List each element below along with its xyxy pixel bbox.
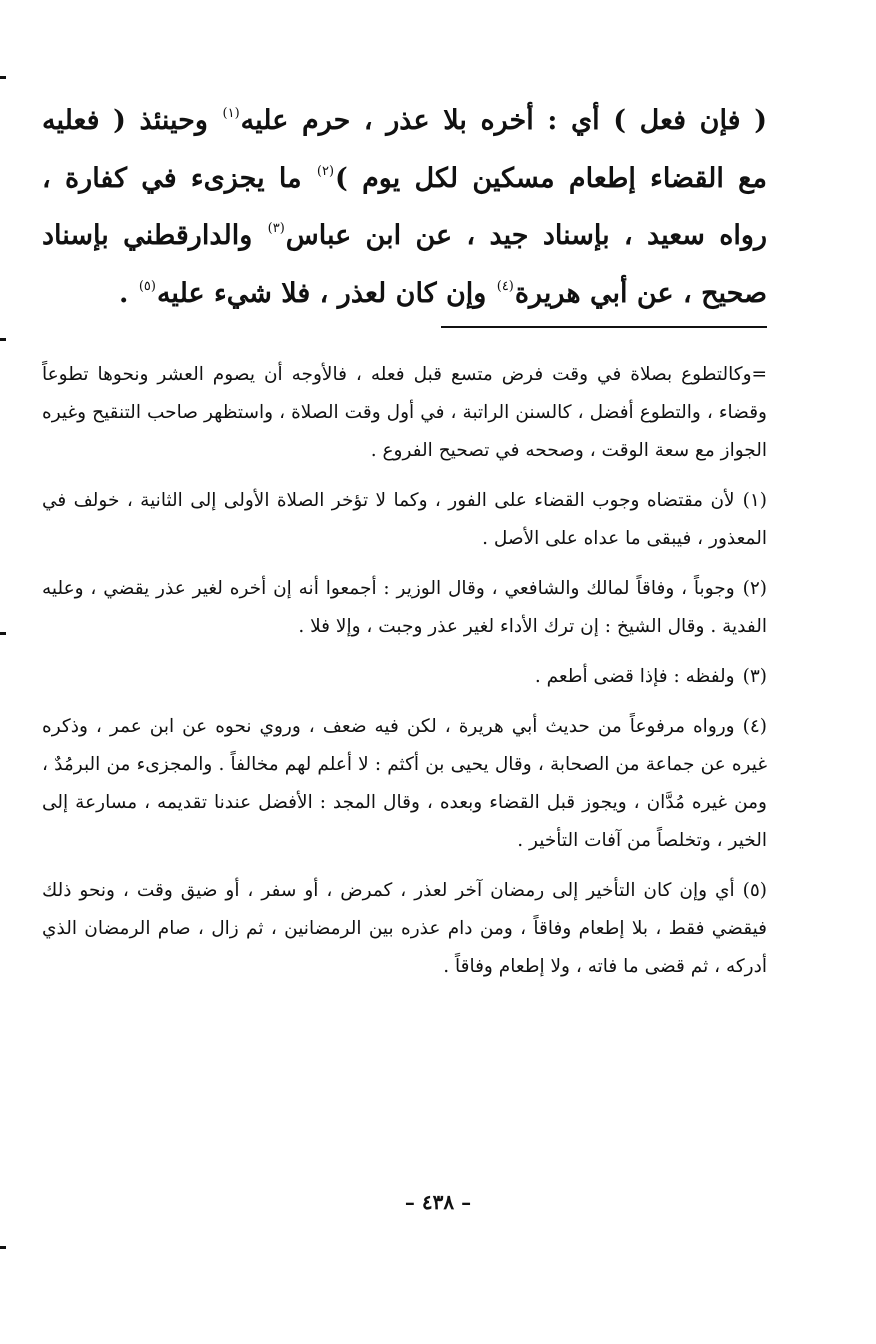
footnote-text: أي وإن كان التأخير إلى رمضان آخر لعذر ، كمرض ، أو سفر ، أو ضيق وقت ، ونحو ذلك فيقضي فقط ، بلا إطعام وفاقاً ، ومن دام عذره بين الرمضانين ، ثم زال ، صام الرمضان الذي أدركه ، ثم قضى ما فاته ، ولا إطعام وفاقاً . <box>42 880 767 977</box>
footnote-text: لأن مقتضاه وجوب القضاء على الفور ، وكما لا تؤخر الصلاة الأولى إلى الثانية ، خولف في المعذور ، فيبقى ما عداه على الأصل . <box>42 490 767 549</box>
main-text <box>42 92 767 322</box>
footnote-ref: (٣) <box>267 221 285 236</box>
page-number: – ٤٣٨ – <box>404 1190 472 1214</box>
footnote-divider <box>441 326 767 328</box>
footnotes <box>42 356 767 986</box>
footnote-text: ورواه مرفوعاً من حديث أبي هريرة ، لكن فيه ضعف ، وروي نحوه عن ابن عمر ، وذكره غيره عن جماعة من الصحابة ، وقال يحيى بن أكثم : لا أعلم لهم مخالفاً . والمجزىء من البرمُدٌ ، ومن غيره مُدَّان ، ويجوز قبل القضاء وبعده ، وقال المجد : الأفضل عندنا تقديمه ، مسارعة إلى الخير ، وتخلصاً من آفات التأخير . <box>42 716 767 851</box>
edge-mark <box>0 338 6 341</box>
footnote-number: (٣) <box>742 666 767 687</box>
edge-mark <box>0 1246 6 1249</box>
footnote-ref: (٤) <box>496 278 514 294</box>
footnote <box>42 482 767 558</box>
footnote-ref: (١) <box>222 106 240 121</box>
edge-mark <box>0 632 6 635</box>
main-line: مع القضاء إطعام مسكين لكل يوم )$^{(٢)}$ ما يجزىء في كفارة ، <box>42 162 767 194</box>
edge-mark <box>0 76 6 79</box>
footnote <box>42 658 767 696</box>
page-content <box>42 92 767 998</box>
footnote <box>42 708 767 860</box>
main-line: رواه سعيد ، بإسناد جيد ، عن ابن عباس$^{(٣)}$ والدارقطني بإسناد <box>42 220 767 251</box>
main-line: صحيح ، عن أبي هريرة$^{(٤)}$ وإن كان لعذر ، فلا شيء عليه$^{(٥)}$ . <box>119 277 767 309</box>
footnote-text: وجوباً ، وفاقاً لمالك والشافعي ، وقال الوزير : أجمعوا أنه إن أخره لغير عذر يقضي ، وعليه الفدية . وقال الشيخ : إن ترك الأداء لغير عذر وجبت ، وإلا فلا . <box>42 578 767 637</box>
footnote-ref: (٢) <box>316 163 335 179</box>
footnote-number: (٢) <box>742 578 767 599</box>
footnote <box>42 570 767 646</box>
footnote-number: (٤) <box>742 716 767 737</box>
footnote-text: ولفظه : فإذا قضى أطعم . <box>534 666 735 687</box>
footnote <box>42 872 767 986</box>
footnote-ref: (٥) <box>138 278 156 294</box>
footnote-continuation: =وكالتطوع بصلاة في وقت فرض متسع قبل فعله ، فالأوجه أن يصوم العشر ونحوها تطوعاً وقضاء ، والتطوع أفضل ، كالسنن الراتبة ، في أول وقت الصلاة ، واستظهر صاحب التنقيح وغيره الجواز مع سعة الوقت ، وصححه في تصحيح الفروع . <box>42 364 767 461</box>
footnote-number: (١) <box>742 490 767 511</box>
main-line: ( فإن فعل ) أي : أخره بلا عذر ، حرم عليه$^{(١)}$ وحينئذ ( فعليه <box>42 105 768 136</box>
footnote-number: (٥) <box>742 880 767 901</box>
